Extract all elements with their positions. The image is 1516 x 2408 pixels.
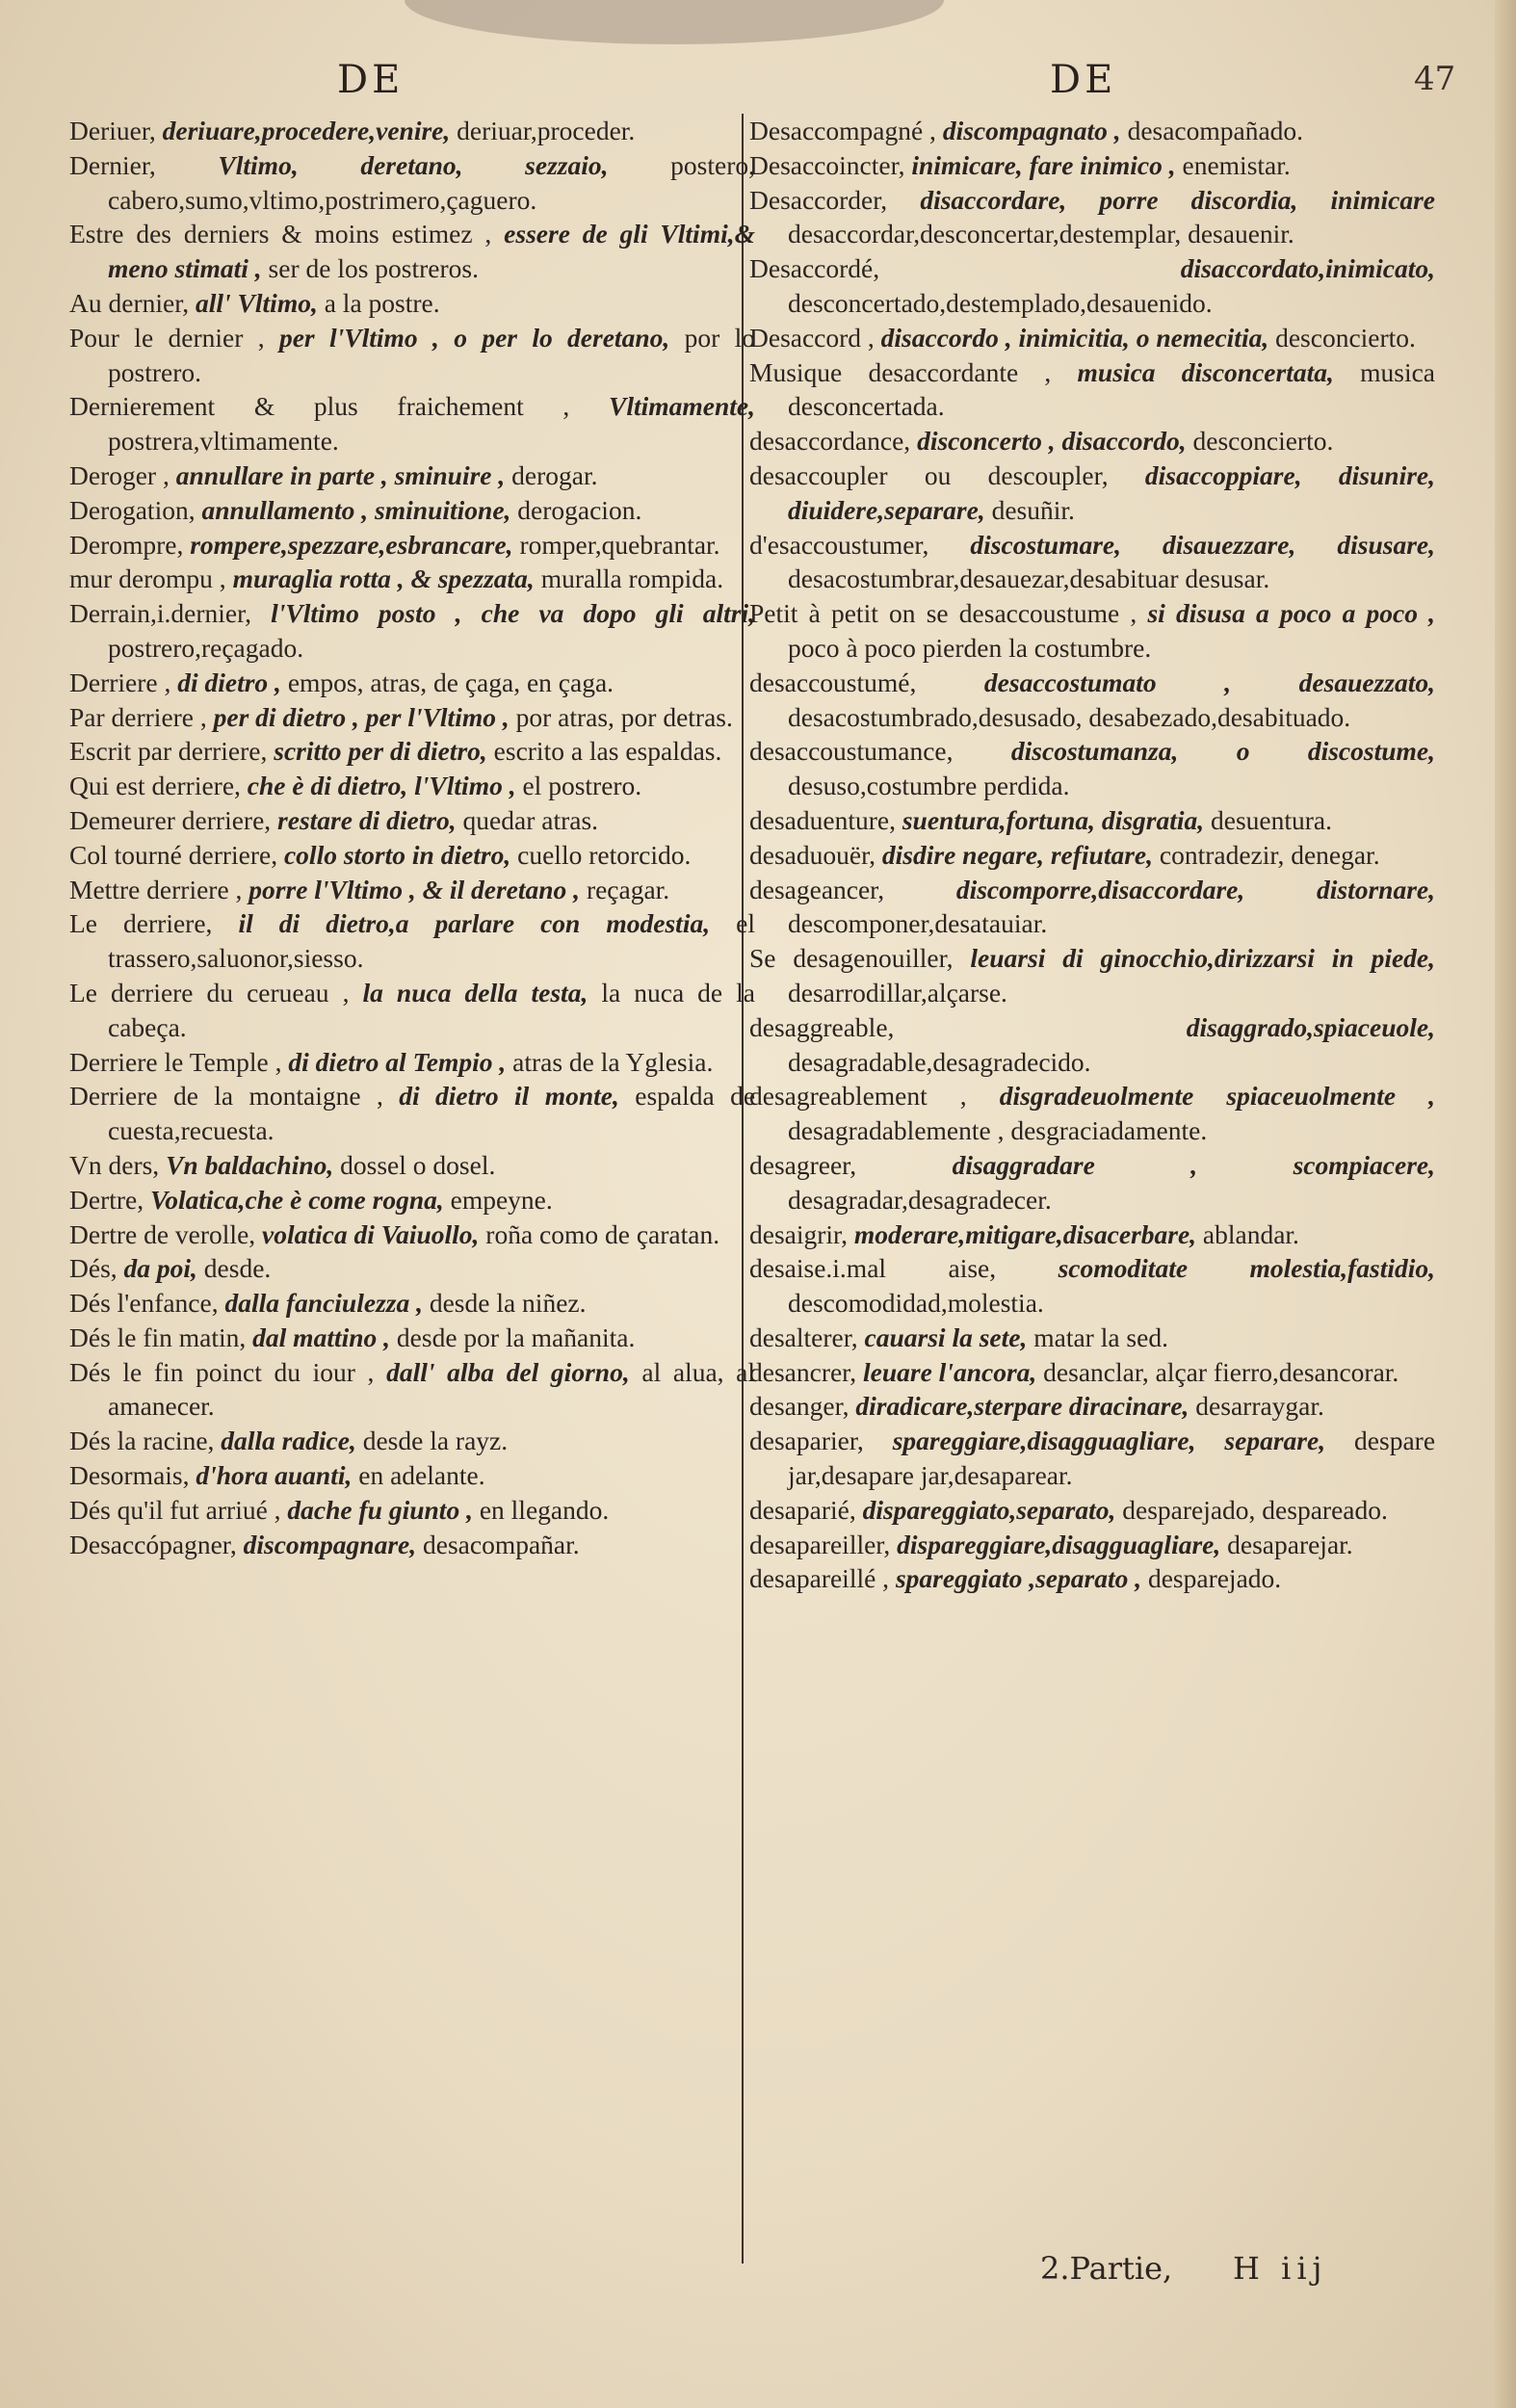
entry-headword: Pour le dernier , [69, 322, 265, 353]
gathering-mark: H iij [1233, 2250, 1328, 2287]
entry-spanish: desanclar, alçar fierro,desancorar. [1043, 1356, 1399, 1387]
entry-italian: dispareggiare,disagguagliare, [897, 1529, 1221, 1559]
entry-headword: Col tourné derriere, [69, 839, 278, 870]
dictionary-entry [69, 562, 755, 596]
entry-headword: Le derriere, [69, 908, 213, 939]
dictionary-entry [749, 1355, 1435, 1390]
entry-italian: leuarsi di ginocchio,dirizzarsi in piede, [970, 943, 1435, 974]
left-running-head: DE [337, 58, 405, 102]
entry-spanish: ablandar. [1202, 1218, 1299, 1249]
dictionary-entry [749, 1251, 1435, 1321]
entry-italian: Vn baldachino, [166, 1149, 334, 1180]
entry-spanish: ser de los postreros. [268, 253, 479, 284]
entry-italian: dalla fanciulezza , [224, 1288, 423, 1319]
entry-spanish: el trassero,saluonor,siesso. [108, 908, 755, 974]
entry-italian: il di dietro,a parlare con modestia, [238, 908, 711, 939]
entry-spanish: musica desconcertada. [788, 356, 1436, 422]
entry-italian: suentura,fortuna, disgratia, [902, 804, 1205, 835]
entry-headword: desaccoustumé, [749, 667, 917, 697]
dictionary-entry [69, 666, 755, 700]
entry-headword: Desaccorder, [749, 184, 888, 215]
dictionary-entry [749, 1148, 1435, 1217]
entry-italian: spareggiare,disagguagliare, separare, [892, 1426, 1326, 1456]
dictionary-entry [69, 700, 755, 735]
entry-spanish: empeyne. [450, 1184, 553, 1215]
entry-spanish: desacompañar. [423, 1529, 580, 1559]
entry-spanish: desuñir. [991, 494, 1075, 525]
entry-headword: Derriere de la montaigne , [69, 1081, 383, 1112]
dictionary-entry [749, 596, 1435, 666]
entry-headword: Vn ders, [69, 1149, 160, 1180]
dictionary-entry [69, 1148, 755, 1183]
dictionary-entry [749, 528, 1435, 597]
entry-headword: Dés l'enfance, [69, 1288, 219, 1319]
dictionary-entry [69, 734, 755, 769]
entry-headword: desanger, [749, 1391, 849, 1422]
entry-headword: Au dernier, [69, 287, 190, 318]
entry-spanish: en adelante. [358, 1460, 485, 1491]
entry-spanish: quedar atras. [462, 804, 599, 835]
entry-italian: dalla radice, [221, 1426, 356, 1456]
entry-spanish: desconcertado,destemplado,desauenido. [788, 287, 1213, 318]
dictionary-entry [69, 1079, 755, 1148]
entry-headword: Dertre, [69, 1184, 144, 1215]
entry-spanish: por lo postrero. [108, 322, 756, 387]
dictionary-entry [69, 321, 755, 390]
dictionary-entry [69, 1355, 755, 1425]
dictionary-entry [69, 1321, 755, 1355]
entry-spanish: al alua, al amanecer. [108, 1356, 756, 1422]
dictionary-entry [69, 976, 755, 1045]
entry-spanish: escrito a las espaldas. [493, 736, 722, 767]
dictionary-entry [69, 1217, 755, 1252]
entry-italian: inimicare, fare inimico , [911, 149, 1176, 180]
entry-italian: leuare l'ancora, [863, 1356, 1037, 1387]
entry-headword: desaccoupler ou descoupler, [749, 459, 1109, 490]
entry-headword: desaduouër, [749, 839, 876, 870]
dictionary-entry [69, 1493, 755, 1528]
entry-italian: annullamento , sminuitione, [201, 494, 511, 525]
entry-headword: Musique desaccordante , [749, 356, 1052, 387]
dictionary-entry [69, 389, 755, 458]
entry-headword: Desaccompagné , [749, 116, 936, 145]
dictionary-entry [749, 1217, 1435, 1252]
entry-italian: spareggiato ,separato , [895, 1563, 1142, 1594]
entry-headword: Desaccord , [749, 322, 875, 353]
entry-spanish: desacostumbrar,desauezar,desabituar desusar. [788, 563, 1270, 594]
entry-italian: desaccostumato , desauezzato, [983, 667, 1435, 697]
entry-italian: cauarsi la sete, [864, 1322, 1028, 1352]
entry-italian: l'Vltimo posto , che va dopo gli altri, [271, 598, 756, 629]
entry-headword: Desormais, [69, 1460, 190, 1491]
dictionary-entry [69, 769, 755, 803]
entry-italian: dache fu giunto , [287, 1494, 473, 1525]
dictionary-entry [69, 286, 755, 321]
entry-spanish: matar la sed. [1033, 1322, 1168, 1352]
entry-italian: Vltimo, deretano, sezzaio, [218, 149, 609, 180]
entry-headword: desancrer, [749, 1356, 857, 1387]
entry-headword: Dés la racine, [69, 1426, 215, 1456]
entry-italian: disdire negare, refiutare, [881, 839, 1153, 870]
entry-headword: desalterer, [749, 1322, 858, 1352]
entry-italian: che è di dietro, l'Vltimo , [247, 771, 516, 801]
entry-spanish: desacompañado. [1127, 116, 1304, 145]
entry-headword: desaggreable, [749, 1011, 895, 1042]
entry-italian: moderare,mitigare,disacerbare, [853, 1218, 1197, 1249]
entry-spanish: empos, atras, de çaga, en çaga. [287, 667, 614, 697]
entry-italian: discompagnato , [942, 116, 1121, 145]
dictionary-entry [69, 596, 755, 666]
dictionary-entry [69, 114, 755, 148]
entry-italian: scritto per di dietro, [274, 736, 487, 767]
entry-italian: deriuare,procedere,venire, [162, 116, 451, 145]
entry-italian: essere de gli Vltimi,& meno stimati , [108, 219, 755, 284]
entry-italian: discomporre,disaccordare, distornare, [955, 874, 1435, 904]
dictionary-entry [749, 1010, 1435, 1080]
entry-spanish: desconcierto. [1192, 426, 1334, 457]
dictionary-entry [749, 1561, 1435, 1596]
entry-spanish: roña como de çaratan. [485, 1218, 720, 1249]
dictionary-entry [69, 838, 755, 873]
dictionary-entry [69, 906, 755, 976]
entry-spanish: enemistar. [1182, 149, 1291, 180]
entry-spanish: la nuca de la cabeça. [108, 977, 756, 1042]
dictionary-entry [749, 838, 1435, 873]
entry-italian: discostumare, disauezzare, disusare, [970, 529, 1435, 560]
entry-italian: dal mattino , [252, 1322, 391, 1352]
entry-spanish: derogacion. [517, 494, 642, 525]
dictionary-entry [749, 941, 1435, 1010]
entry-spanish: desagradable,desagradecido. [788, 1046, 1091, 1077]
dictionary-entry [749, 734, 1435, 803]
entry-spanish: desagradablemente , desgraciadamente. [788, 1115, 1208, 1146]
entry-spanish: espalda de cuesta,recuesta. [108, 1081, 756, 1146]
entry-italian: annullare in parte , sminuire , [175, 459, 506, 490]
dictionary-entry [749, 1321, 1435, 1355]
entry-headword: mur derompu , [69, 563, 226, 594]
entry-headword: desaise.i.mal aise, [749, 1253, 997, 1284]
entry-headword: desaduenture, [749, 804, 896, 835]
entry-spanish: desaccordar,desconcertar,destemplar, desauenir. [788, 219, 1294, 249]
entry-spanish: contradezir, denegar. [1159, 839, 1380, 870]
entry-italian: rompere,spezzare,esbrancare, [190, 529, 513, 560]
entry-spanish: postero, cabero,sumo,vltimo,postrimero,çaguero. [108, 149, 756, 215]
dictionary-entry [69, 1424, 755, 1458]
entry-italian: si disusa a poco a poco , [1147, 598, 1435, 629]
dictionary-entry [69, 1458, 755, 1493]
entry-italian: disaccordo , inimicitia, o nemecitia, [880, 322, 1269, 353]
entry-headword: Desaccópagner, [69, 1529, 237, 1559]
entry-spanish: desparejado, despareado. [1122, 1494, 1388, 1525]
entry-spanish: desacostumbrado,desusado, desabezado,desabituado. [788, 701, 1351, 732]
entry-headword: Deroger , [69, 459, 170, 490]
entry-italian: discostumanza, o discostume, [1010, 736, 1435, 767]
entry-headword: Derriere , [69, 667, 171, 697]
entry-headword: desagreablement , [749, 1081, 967, 1112]
entry-italian: dall' alba del giorno, [386, 1356, 630, 1387]
dictionary-entry [69, 1528, 755, 1562]
entry-italian: disaccoppiare, disunire, diuidere,separare, [788, 459, 1436, 525]
entry-spanish: reçagar. [586, 874, 670, 904]
entry-italian: la nuca della testa, [362, 977, 588, 1008]
entry-italian: Vltimamente, [609, 391, 756, 422]
entry-spanish: cuello retorcido. [517, 839, 692, 870]
entry-italian: diradicare,sterpare diracinare, [855, 1391, 1189, 1422]
entry-headword: desaccoustumance, [749, 736, 954, 767]
entry-italian: scomoditate molestia,fastidio, [1058, 1253, 1435, 1284]
dictionary-entry [749, 666, 1435, 735]
dictionary-entry [749, 424, 1435, 458]
entry-headword: Qui est derriere, [69, 771, 241, 801]
dictionary-entry [69, 1183, 755, 1217]
dictionary-entry [69, 873, 755, 907]
entry-spanish: desde por la mañanita. [396, 1322, 636, 1352]
entry-headword: Desaccoincter, [749, 149, 905, 180]
entry-headword: Le derriere du cerueau , [69, 977, 350, 1008]
entry-italian: muraglia rotta , & spezzata, [232, 563, 535, 594]
entry-italian: dispareggiato,separato, [862, 1494, 1116, 1525]
entry-spanish: por atras, por detras. [515, 701, 733, 732]
dictionary-entry [749, 1528, 1435, 1562]
signature-mark: 2.Partie, [1040, 2250, 1173, 2287]
entry-headword: desageancer, [749, 874, 885, 904]
entry-headword: Derrain,i.dernier, [69, 598, 252, 629]
entry-headword: Derogation, [69, 494, 196, 525]
dictionary-entry [749, 1079, 1435, 1148]
dictionary-entry [69, 217, 755, 286]
dictionary-entry [749, 148, 1435, 183]
right-running-head: DE [1050, 58, 1117, 102]
entry-italian: all' Vltimo, [196, 287, 318, 318]
entry-italian: per di dietro , per l'Vltimo , [213, 701, 510, 732]
entry-italian: da poi, [123, 1253, 197, 1284]
entry-spanish: despare jar,desapare jar,desaparear. [788, 1426, 1436, 1491]
entry-italian: musica disconcertata, [1077, 356, 1334, 387]
dictionary-entry [749, 1389, 1435, 1424]
entry-headword: d'esaccoustumer, [749, 529, 929, 560]
entry-headword: Dernier, [69, 149, 156, 180]
entry-italian: collo storto in dietro, [283, 839, 511, 870]
entry-italian: di dietro il monte, [399, 1081, 619, 1112]
entry-italian: di dietro al Tempio , [288, 1046, 507, 1077]
entry-spanish: atras de la Yglesia. [512, 1046, 714, 1077]
entry-italian: di dietro , [177, 667, 281, 697]
entry-spanish: romper,quebrantar. [519, 529, 720, 560]
entry-italian: d'hora auanti, [196, 1460, 353, 1491]
page-stain [405, 0, 944, 44]
entry-italian: restare di dietro, [277, 804, 457, 835]
entry-spanish: el postrero. [522, 771, 642, 801]
dictionary-entry [69, 148, 755, 218]
dictionary-entry [69, 458, 755, 493]
entry-spanish: postrero,reçagado. [108, 632, 304, 663]
entry-headword: Dertre de verolle, [69, 1218, 256, 1249]
entry-headword: Se desagenouiller, [749, 943, 954, 974]
entry-headword: Petit à petit on se desaccoustume , [749, 598, 1137, 629]
page-number: 47 [1414, 60, 1456, 98]
entry-headword: desaparié, [749, 1494, 856, 1525]
entry-spanish: desuso,costumbre perdida. [788, 771, 1070, 801]
entry-headword: desaccordance, [749, 426, 911, 457]
dictionary-entry [749, 183, 1435, 252]
entry-spanish: desparejado. [1147, 1563, 1282, 1594]
entry-headword: Derriere le Temple , [69, 1046, 282, 1077]
entry-spanish: desde la rayz. [362, 1426, 509, 1456]
entry-spanish: desarraygar. [1195, 1391, 1324, 1422]
dictionary-entry [69, 493, 755, 528]
entry-headword: Mettre derriere , [69, 874, 243, 904]
entry-italian: disaccordato,inimicato, [1180, 253, 1435, 284]
entry-spanish: desuentura. [1211, 804, 1332, 835]
entry-headword: Dés qu'il fut arriué , [69, 1494, 281, 1525]
entry-headword: Escrit par derriere, [69, 736, 268, 767]
dictionary-entry [69, 803, 755, 838]
dictionary-entry [69, 1251, 755, 1286]
dictionary-entry [749, 458, 1435, 528]
entry-spanish: desconcierto. [1275, 322, 1416, 353]
entry-spanish: desaparejar. [1227, 1529, 1353, 1559]
dictionary-entry [749, 251, 1435, 321]
entry-spanish: dossel o dosel. [340, 1149, 496, 1180]
entry-spanish: desarrodillar,alçarse. [788, 977, 1007, 1008]
entry-headword: desaparier, [749, 1426, 864, 1456]
entry-italian: Volatica,che è come rogna, [149, 1184, 444, 1215]
entry-spanish: descomponer,desatauiar. [788, 908, 1048, 939]
entry-spanish: muralla rompida. [540, 563, 724, 594]
entry-spanish: derogar. [511, 459, 598, 490]
entry-headword: desapareillé , [749, 1563, 890, 1594]
right-column [749, 114, 1435, 1596]
entry-headword: Dés, [69, 1253, 118, 1284]
entry-headword: Desaccordé, [749, 253, 880, 284]
entry-headword: Dés le fin matin, [69, 1322, 247, 1352]
dictionary-entry [69, 1286, 755, 1321]
entry-headword: desapareiller, [749, 1529, 891, 1559]
dictionary-entry [749, 114, 1435, 148]
entry-headword: desaigrir, [749, 1218, 848, 1249]
entry-italian: disconcerto , disaccordo, [917, 426, 1187, 457]
entry-headword: Derompre, [69, 529, 184, 560]
dictionary-entry [749, 1424, 1435, 1493]
dictionary-entry [749, 1493, 1435, 1528]
dictionary-entry [749, 803, 1435, 838]
entry-spanish: descomodidad,molestia. [788, 1288, 1044, 1319]
entry-headword: Dés le fin poinct du iour , [69, 1356, 375, 1387]
entry-italian: disaggradare , scompiacere, [952, 1149, 1435, 1180]
page-edge [1495, 0, 1516, 2408]
left-column [69, 114, 755, 1561]
dictionary-entry [69, 528, 755, 563]
entry-italian: volatica di Vaiuollo, [262, 1218, 480, 1249]
entry-spanish: deriuar,proceder. [457, 116, 636, 145]
entry-headword: Estre des derniers & moins estimez , [69, 219, 492, 249]
entry-italian: per l'Vltimo , o per lo deretano, [278, 322, 670, 353]
entry-headword: Deriuer, [69, 116, 156, 145]
entry-spanish: desde la niñez. [429, 1288, 587, 1319]
entry-headword: Demeurer derriere, [69, 804, 272, 835]
entry-italian: disaccordare, porre discordia, inimicare [920, 184, 1435, 215]
dictionary-entry [749, 321, 1435, 355]
dictionary-entry [749, 873, 1435, 942]
entry-spanish: desagradar,desagradecer. [788, 1184, 1052, 1215]
entry-spanish: poco à poco pierden la costumbre. [788, 632, 1152, 663]
entry-spanish: desde. [203, 1253, 272, 1284]
entry-headword: Par derriere , [69, 701, 207, 732]
entry-spanish: en llegando. [479, 1494, 610, 1525]
entry-italian: discompagnare, [243, 1529, 417, 1559]
entry-italian: disaggrado,spiaceuole, [1186, 1011, 1435, 1042]
entry-italian: porre l'Vltimo , & il deretano , [248, 874, 581, 904]
dictionary-entry [749, 355, 1435, 425]
entry-spanish: postrera,vltimamente. [108, 426, 339, 457]
entry-italian: disgradeuolmente spiaceuolmente , [999, 1081, 1435, 1112]
dictionary-entry [69, 1045, 755, 1080]
entry-headword: desagreer, [749, 1149, 857, 1180]
entry-spanish: a la postre. [324, 287, 440, 318]
entry-headword: Dernierement & plus fraichement , [69, 391, 570, 422]
